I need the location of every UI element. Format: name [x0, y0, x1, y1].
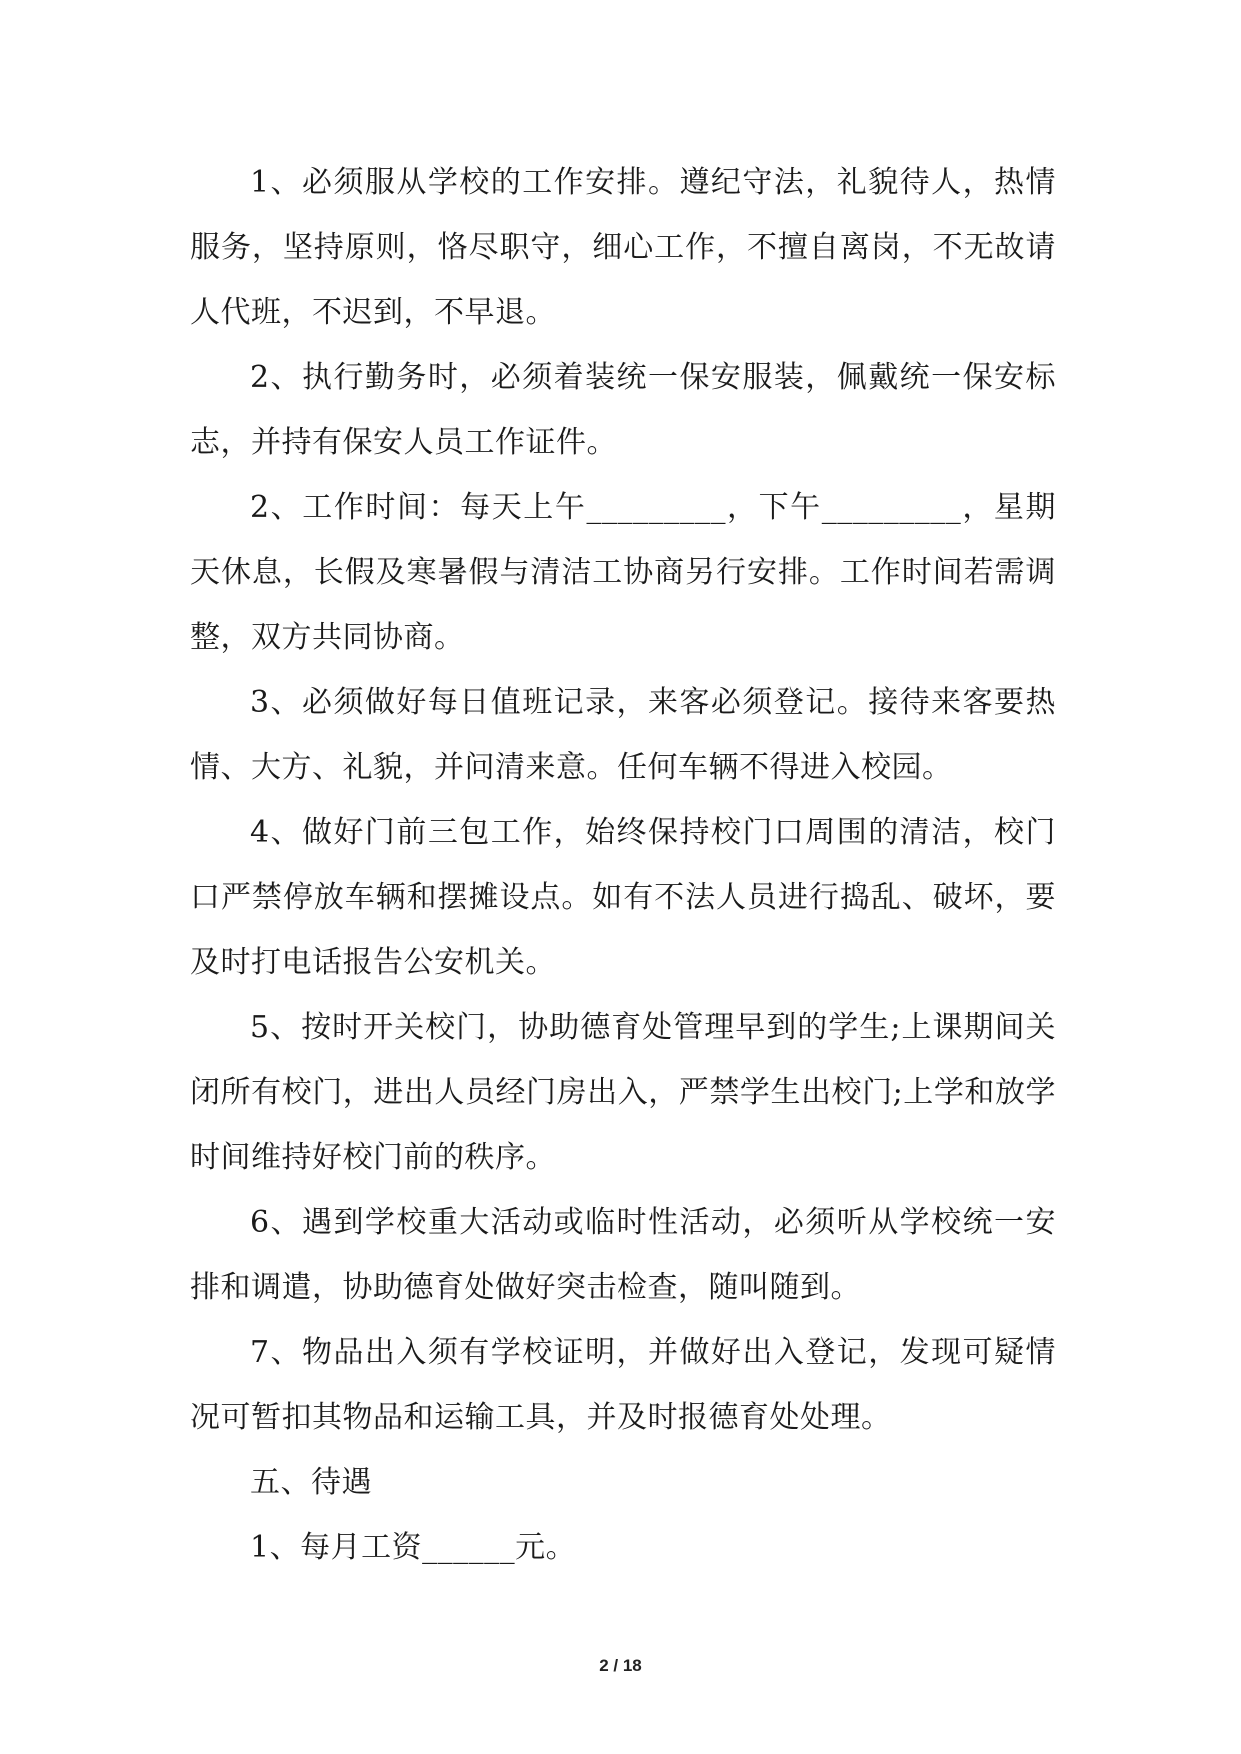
paragraph-duty-2-uniform: 2、执行勤务时，必须着装统一保安服装，佩戴统一保安标志，并持有保安人员工作证件。 — [190, 360, 1056, 460]
document-body — [190, 150, 1056, 1580]
paragraph-duty-5: 5、按时开关校门，协助德育处管理早到的学生;上课期间关闭所有校门，进出人员经门房出入，严禁学生出校门;上学和放学时间维持好校门前的秩序。 — [190, 1010, 1056, 1175]
section-heading-treatment: 五、待遇 — [250, 1465, 372, 1500]
paragraph-salary: 1、每月工资______元。 — [250, 1530, 577, 1565]
paragraph-duty-3: 3、必须做好每日值班记录，来客必须登记。接待来客要热情、大方、礼貌，并问清来意。任何车辆不得进入校园。 — [190, 685, 1056, 785]
paragraph-duty-4: 4、做好门前三包工作，始终保持校门口周围的清洁，校门口严禁停放车辆和摆摊设点。如有不法人员进行捣乱、破坏，要及时打电话报告公安机关。 — [190, 815, 1056, 980]
paragraph-duty-2-hours: 2、工作时间：每天上午_________，下午_________，星期天休息，长假及寒暑假与清洁工协商另行安排。工作时间若需调整，双方共同协商。 — [190, 490, 1056, 655]
page-number: 2 / 18 — [599, 1656, 642, 1675]
paragraph-duty-6: 6、遇到学校重大活动或临时性活动，必须听从学校统一安排和调遣，协助德育处做好突击检查，随叫随到。 — [190, 1205, 1056, 1305]
paragraph-duty-1: 1、必须服从学校的工作安排。遵纪守法，礼貌待人，热情服务，坚持原则，恪尽职守，细心工作，不擅自离岗，不无故请人代班，不迟到，不早退。 — [190, 165, 1056, 330]
paragraph-duty-7: 7、物品出入须有学校证明，并做好出入登记，发现可疑情况可暂扣其物品和运输工具，并及时报德育处处理。 — [190, 1335, 1056, 1435]
